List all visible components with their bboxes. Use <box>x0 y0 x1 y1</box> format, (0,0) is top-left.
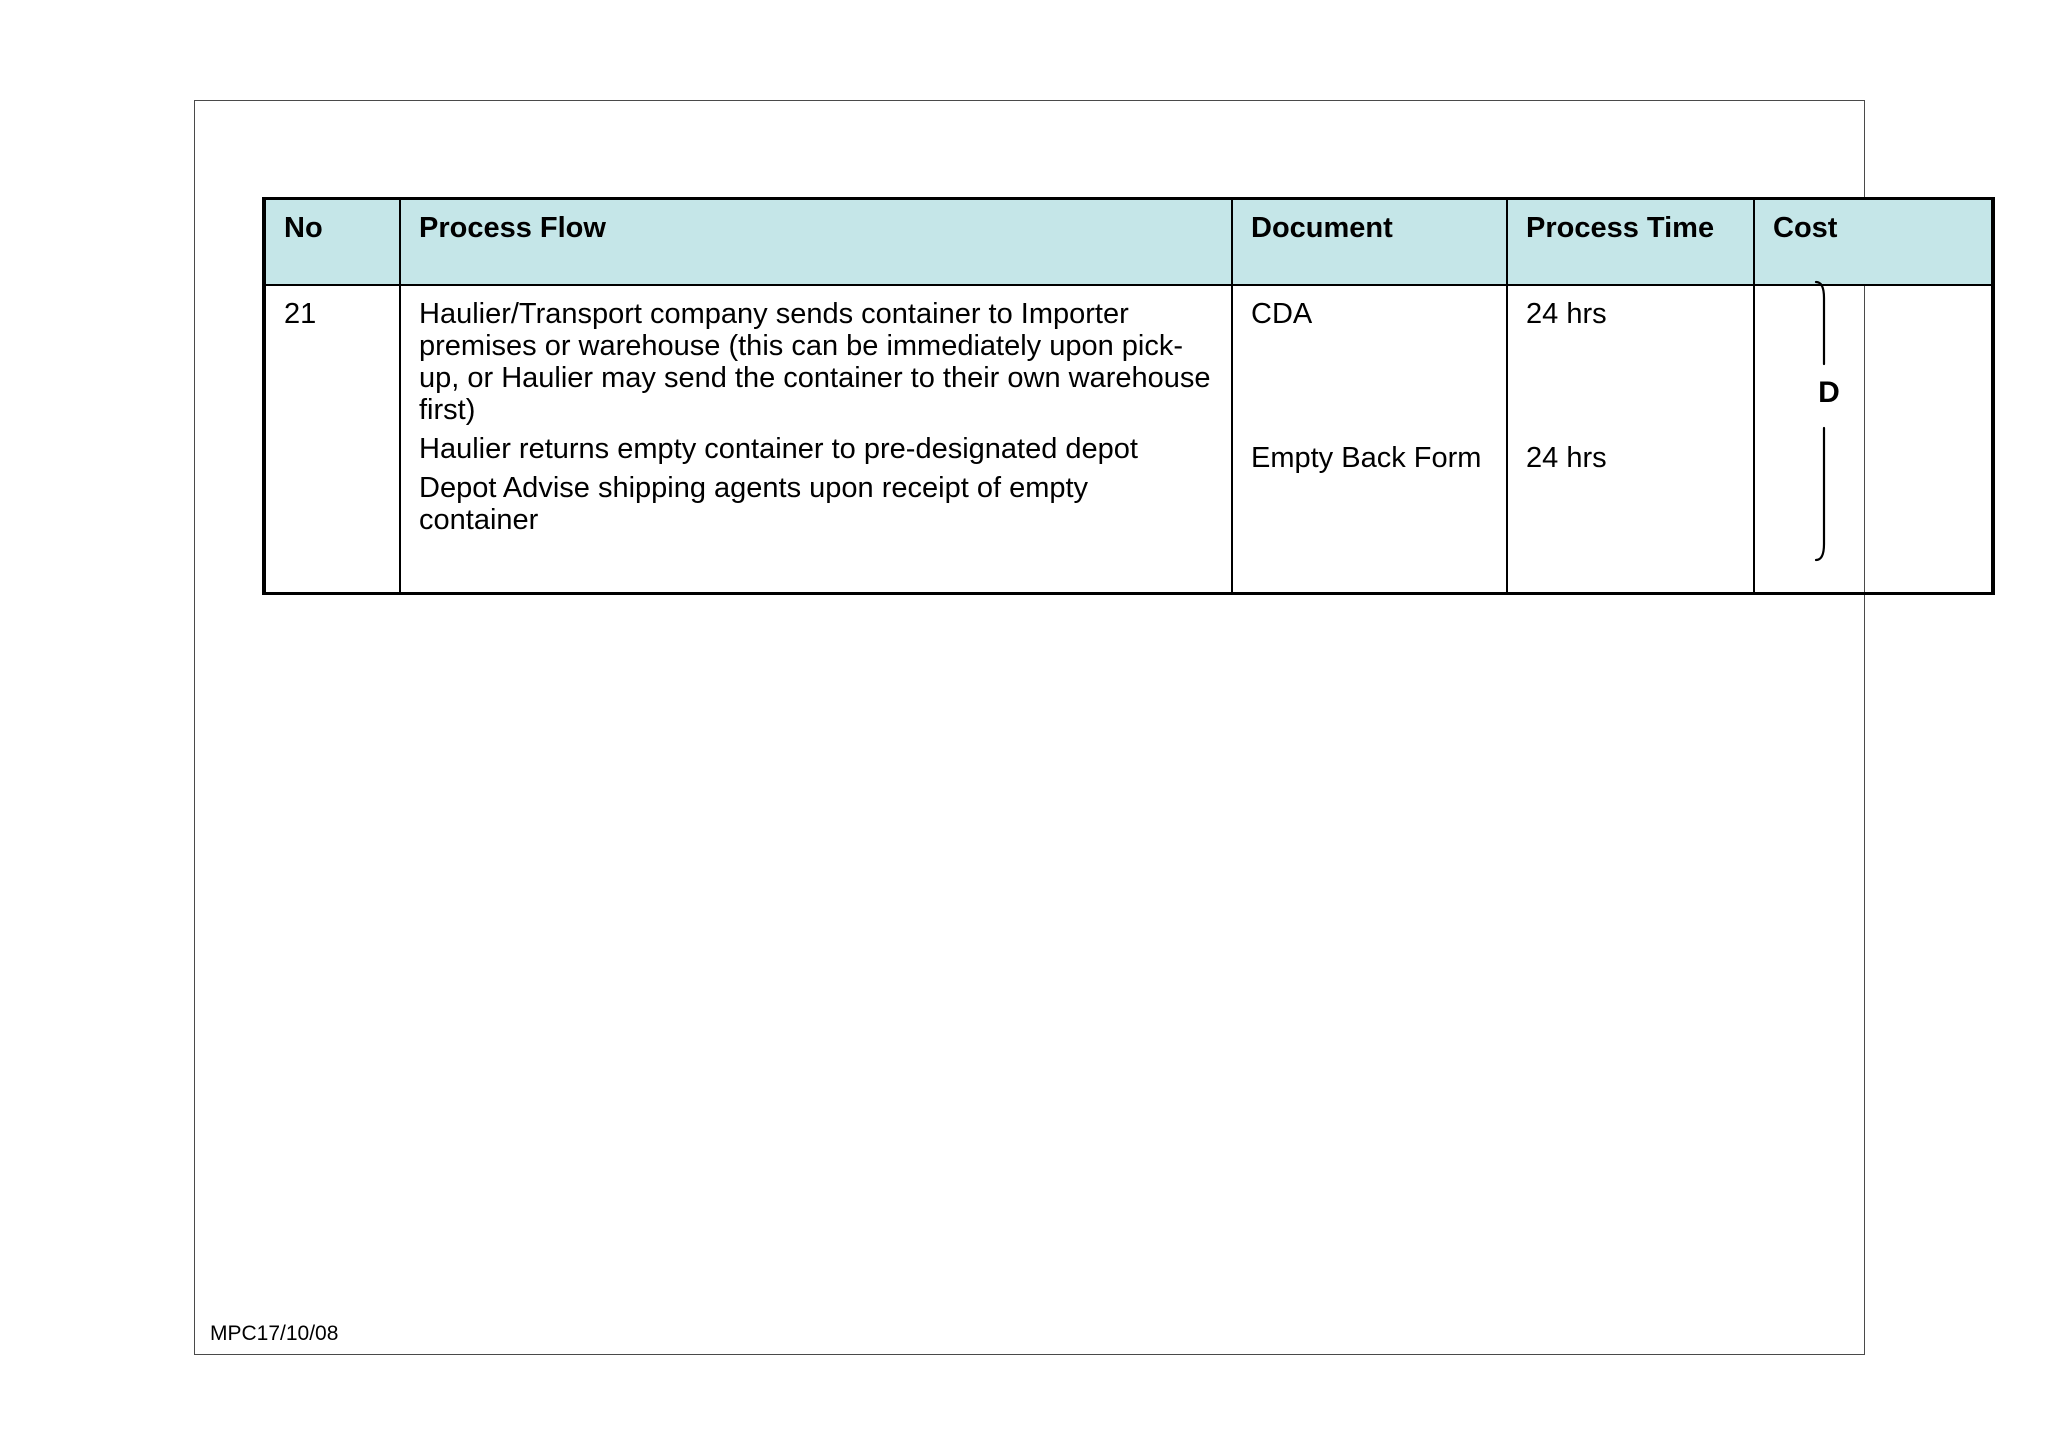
header-cost: Cost <box>1754 199 1993 286</box>
cell-process-time <box>1507 285 1754 594</box>
header-no: No <box>264 199 400 286</box>
right-brace-bracket <box>1812 280 1852 562</box>
header-process-flow: Process Flow <box>400 199 1232 286</box>
document-entry: Empty Back Form <box>1251 442 1482 474</box>
header-process-time: Process Time <box>1507 199 1754 286</box>
document-reference: MPC17/10/08 <box>210 1322 339 1345</box>
process-step: Haulier returns empty container to pre-designated depot <box>419 433 1138 465</box>
process-step: Haulier/Transport company sends container to Importer premises or warehouse (this can be immediately upon pick-up, or Haulier may send the container to their own warehouse first) <box>419 298 1211 426</box>
bracket-label: D <box>1818 376 1840 409</box>
process-time-entry: 24 hrs <box>1526 442 1607 474</box>
process-time-entry: 24 hrs <box>1526 298 1607 330</box>
process-step: Depot Advise shipping agents upon receipt of empty container <box>419 472 1089 536</box>
document-entry: CDA <box>1251 298 1313 330</box>
table-row <box>264 285 1993 594</box>
cell-no: 21 <box>264 285 400 594</box>
header-document: Document <box>1232 199 1507 286</box>
process-flow-table <box>262 197 1995 595</box>
cell-document <box>1232 285 1507 594</box>
table-header-row <box>264 199 1993 286</box>
cell-process-flow <box>400 285 1232 594</box>
cell-cost <box>1754 285 1993 594</box>
